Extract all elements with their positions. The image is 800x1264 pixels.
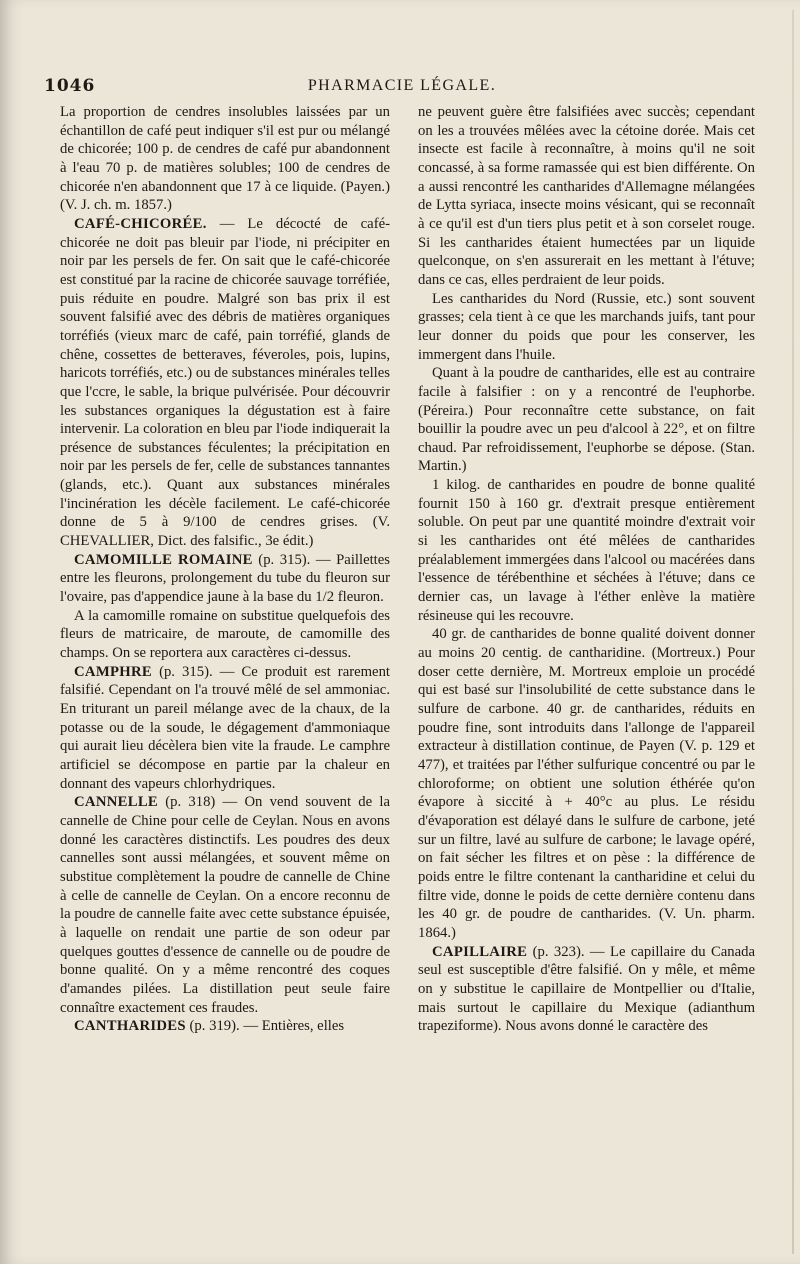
paragraph-text: Quant à la poudre de cantharides, elle est au contraire facile à falsifier : on y a rencontré de l'euphorbe. (Péreira.) Pour reconnaître cette substance, on fait bouillir la poudre avec un peu d'alcool à 22°, et on filtre chaud. Par refroidissement, l'euphorbe se dépose. (Stan. Martin.): [418, 365, 755, 475]
dictionary-entry: [60, 663, 390, 794]
page-number: 1046: [44, 76, 96, 96]
left-column: [60, 103, 390, 1036]
paragraph: [418, 290, 755, 365]
entry-term: CAFÉ-CHICORÉE.: [74, 215, 207, 232]
dictionary-entry: [60, 1017, 390, 1036]
paragraph: [418, 476, 755, 625]
paragraph-text: ne peuvent guère être falsifiées avec succès; cependant on les a trouvées mêlées avec la cétoine dorée. Mais cet insecte est facile à reconnaître, à moins qu'il ne soit concassé, à sa forme ramassée qui est bien différente. On a aussi rencontré les cantharides d'Allemagne mélangées de Lytta syriaca, insecte moins vésicant, qui se reconnaît à ce qu'il est d'un tiers plus petit et à son corselet rouge. Si les cantharides étaient humectées par un liquide quelconque, on s'en assurerait en les mettant à l'étuve; dans ce cas, elles perdraient de leur poids.: [418, 104, 755, 288]
entry-term: CAMOMILLE ROMAINE: [74, 551, 253, 568]
entry-term: CANTHARIDES: [74, 1018, 186, 1035]
paragraph-text: (p. 319). — Entières, elles: [185, 1018, 345, 1035]
paragraph-text: Les cantharides du Nord (Russie, etc.) sont souvent grasses; cela tient à ce que les marchands juifs, tant pour leur donner du poids que pour les conserver, les immergent dans l'huile.: [418, 290, 755, 363]
paragraph-text: A la camomille romaine on substitue quelquefois des fleurs de matricaire, de maroute, de camomille des champs. On se reportera aux caractères ci-dessus.: [60, 607, 390, 662]
right-column: [418, 103, 755, 1036]
paragraph: [418, 625, 755, 942]
page-edge: [792, 10, 794, 1254]
entry-term: CANNELLE: [74, 794, 159, 811]
running-title: PHARMACIE LÉGALE.: [307, 77, 497, 94]
paragraph: [418, 364, 755, 476]
paragraph-text: (p. 318) — On vend souvent de la cannelle de Chine pour celle de Ceylan. Nous en avons donné les caractères distinctifs. Les poudres des deux cannelles sont aussi mélangées, et souvent même on substitue complètement la poudre de cannelle de Chine à celle de cannelle de Ceylan. On a encore reconnu de la poudre de cannelle faite avec cette substance épuisée, à laquelle on rendait une partie de son odeur par quelques gouttes d'essence de cannelle ou de poudre de bonne qualité. On y a même rencontré des coques d'amandes pilées. La distillation peut seule faire connaître exactement ces fraudes.: [60, 794, 390, 1016]
dictionary-entry: [60, 793, 390, 1017]
dictionary-entry: [60, 215, 390, 551]
paragraph-text: 1 kilog. de cantharides en poudre de bonne qualité fournit 150 à 160 gr. d'extrait presque entièrement soluble. On peut par une quantité moindre d'extrait voir si les cantharides ont été mêlées de cantharides préalablement immergées dans l'alcool ou macérées dans l'essence de térébenthine et séchées à l'étuve; dans ce dernier cas, un lavage à l'éther enlève la matière résineuse qui les recouvre.: [418, 477, 755, 624]
dictionary-entry: [60, 551, 390, 607]
page-header: [44, 76, 760, 100]
dictionary-entry: [418, 943, 755, 1036]
paragraph-text: La proportion de cendres insolubles laissées par un échantillon de café peut indiquer s'il est pur ou mélangé de chicorée; 100 p. de cendres de café pur abandonnent à l'eau 70 p. de matières solubles; 100 de cendres de chicorée n'en abandonnent que 17 à ce liquide. (Payen.) (V. J. ch. m. 1857.): [60, 104, 390, 214]
paragraph-text: (p. 315). — Paillettes entre les fleurons, prolongement du tube du fleuron sur l'ovaire, pas d'appendice jaune à la base du 1/2 fleuron.: [60, 551, 390, 606]
paragraph-text: (p. 315). — Ce produit est rarement falsifié. Cependant on l'a trouvé mêlé de sel ammoniac. En triturant un pareil mélange avec de la chaux, de la potasse ou de la soude, le dégagement d'ammoniaque qui aurait lieu décèlera bien vite la fraude. Le camphre artificiel se décompose en partie par la chaleur en donnant des vapeurs chlorhydriques.: [60, 663, 390, 792]
paragraph-text: (p. 323). — Le capillaire du Canada seul est susceptible d'être falsifié. On y mêle, et même on y substitue le capillaire de Montpellier ou d'Italie, mais surtout le capillaire du Mexique (adianthum trapeziforme). Nous avons donné le caractère des: [418, 943, 755, 1035]
paragraph-text: — Le décocté de café-chicorée ne doit pas bleuir par l'iode, ni précipiter en noir par les persels de fer. On sait que le café-chicorée est constitué par la racine de chicorée sauvage torréfiée, puis réduite en poudre. Malgré son bas prix il est souvent falsifié avec des débris de matières organiques torréfiés (vieux marc de café, pain torréfié, glands de chêne, cossettes de betteraves, féveroles, pois, lupins, haricots torréfiés, etc.) ou de substances minérales telles que l'ccre, le sable, la brique pulvérisée. Pour découvrir les substances organiques la dégustation est à faire intervenir. La coloration en bleu par l'iode indiquerait la présence de substances féculentes; la précipitation en noir par les persels de fer, celle de substances tannantes (glands, etc.). Quant aux substances minérales l'incinération les décèle facilement. Le café-chicorée donne de 5 à 9/100 de cendres grises. (V. CHEVALLIER, Dict. des falsific., 3e édit.): [60, 215, 390, 550]
entry-term: CAMPHRE: [74, 663, 152, 680]
continued-paragraph: [60, 103, 390, 215]
entry-term: CAPILLAIRE: [432, 943, 528, 960]
paragraph-text: 40 gr. de cantharides de bonne qualité doivent donner au moins 20 centig. de cantharidine. (Mortreux.) Pour doser cette dernière, M. Mortreux emploie un procédé qui est basé sur l'insolubilité de cette substance dans le sulfure de carbone. 40 gr. de cantharides, réduits en poudre fine, sont introduits dans l'allonge de l'appareil extracteur à distillation continue, de Payen (V. p. 129 et 477), et traitées par l'éther sulfurique concentré ou par le chloroforme; on obtient une solution éthérée qu'on évapore à siccité à + 40°c au plus. Le résidu d'évaporation est délayé dans le sulfure de carbone, jeté sur un filtre, lavé au sulfure de carbone; le lavage opéré, on fait sécher les filtres et on pèse : la différence de poids entre le filtre contenant la cantharidine et celui du filtre vide, donne le poids de cette dernière contenu dans les 40 gr. de poudre de cantharides. (V. Un. pharm. 1864.): [418, 626, 755, 941]
paragraph: [60, 607, 390, 663]
continued-paragraph: [418, 103, 755, 290]
